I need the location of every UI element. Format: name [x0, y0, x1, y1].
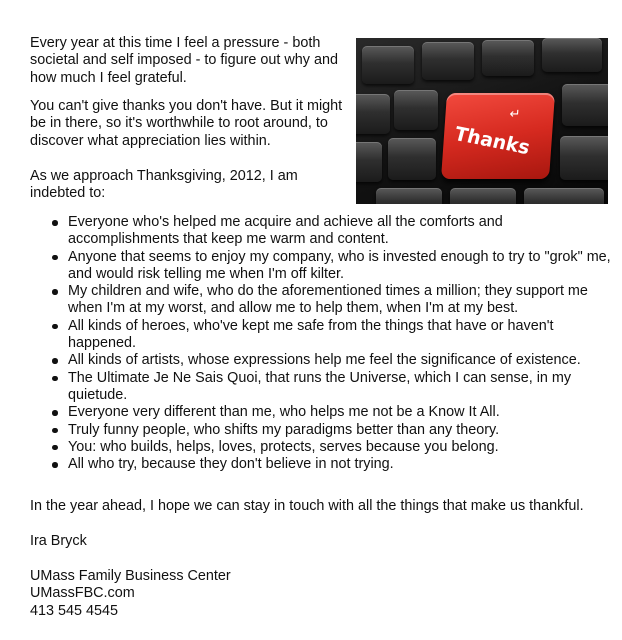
gratitude-list	[50, 214, 616, 473]
list-item: Everyone who's helped me acquire and achieve all the comforts and accomplishments that keep me warm and content.	[68, 214, 616, 249]
list-item: My children and wife, who do the aforementioned times a million; they support me when I'm at my worst, and allow me to help them, when I'm at my best.	[68, 283, 616, 318]
list-item: All who try, because they don't believe in not trying.	[68, 456, 616, 473]
website-link[interactable]: UMassFBC.com	[30, 585, 135, 602]
list-item: Everyone very different than me, who helps me not be a Know It All.	[68, 404, 616, 421]
thanks-key	[441, 93, 555, 179]
list-item: All kinds of heroes, who've kept me safe from the things that have or haven't happened.	[68, 318, 616, 353]
phone-number: 413 545 4545	[30, 602, 119, 619]
list-item: The Ultimate Je Ne Sais Quoi, that runs the Universe, which I can sense, in my quietude.	[68, 370, 616, 405]
contact-block	[30, 568, 231, 620]
closing-paragraph: In the year ahead, I hope we can stay in touch with all the things that make us thankful.	[30, 498, 584, 514]
return-arrow-icon: ↵	[508, 107, 521, 122]
organization-name: UMass Family Business Center	[30, 568, 231, 584]
list-item: All kinds of artists, whose expressions help me feel the significance of existence.	[68, 352, 616, 369]
second-paragraph: You can't give thanks you don't have. But it might be in there, so it's worthwhile to root around, to discover what appreciation lies within.	[30, 98, 343, 149]
list-item: You: who builds, helps, loves, protects, serves because you belong.	[68, 439, 616, 456]
thanks-keyboard-photo	[356, 38, 608, 204]
lead-in-paragraph: As we approach Thanksgiving, 2012, I am indebted to:	[30, 168, 298, 202]
list-item: Truly funny people, who shifts my paradigms better than any theory.	[68, 422, 616, 439]
signature: Ira Bryck	[30, 533, 87, 549]
thanks-key-label: Thanks	[452, 122, 533, 160]
intro-paragraph: Every year at this time I feel a pressure - both societal and self imposed - to figure out why and how much I feel grateful.	[30, 35, 338, 86]
list-item: Anyone that seems to enjoy my company, who is invested enough to try to "grok" me, and would risk telling me when I'm off kilter.	[68, 249, 616, 284]
